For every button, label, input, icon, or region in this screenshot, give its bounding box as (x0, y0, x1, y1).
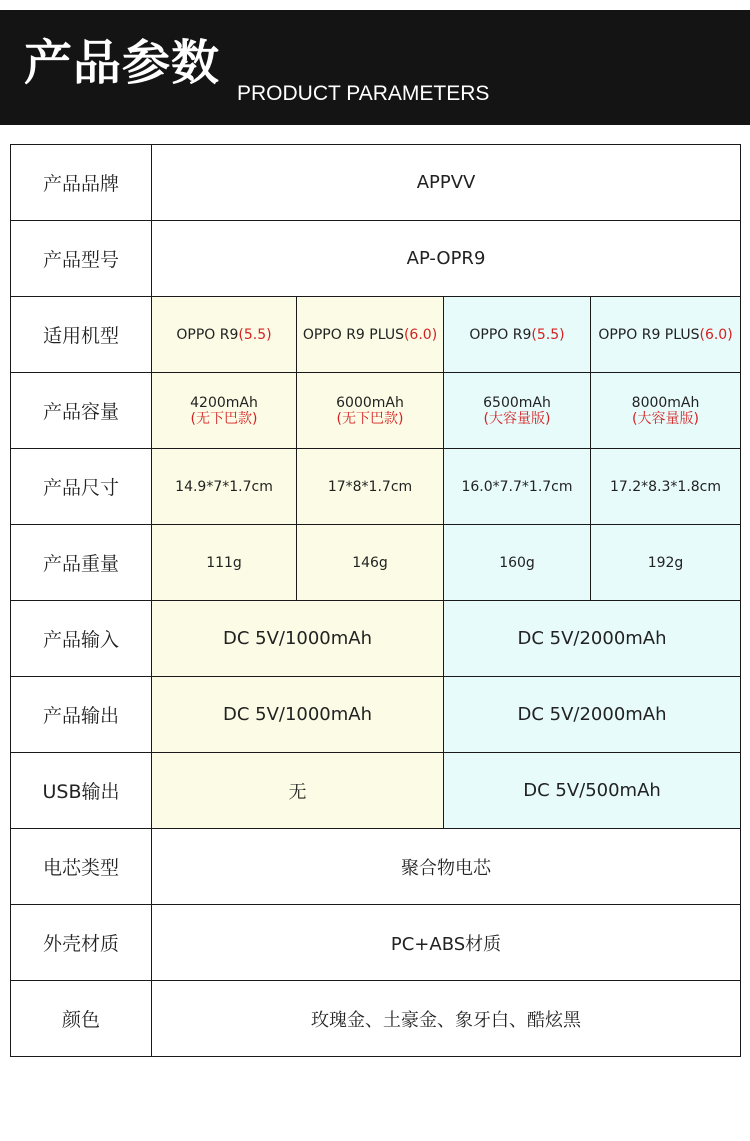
capacity-cell (152, 373, 297, 449)
page-title: 产品参数 (24, 35, 221, 91)
usb-value-right: DC 5V/500mAh (444, 753, 741, 829)
capacity-value: 6000mAh (336, 394, 404, 411)
capacity-cell (444, 373, 591, 449)
row-compatible-models (11, 297, 741, 373)
dimension-cell: 17*8*1.7cm (297, 449, 444, 525)
capacity-note: (无下巴款) (190, 410, 258, 427)
row-usb-output (11, 753, 741, 829)
screen-size: (5.5) (531, 326, 565, 343)
page-header (0, 10, 750, 125)
weight-cell: 111g (152, 525, 297, 601)
capacity-value: 4200mAh (190, 394, 258, 411)
row-label: 电芯类型 (11, 829, 152, 905)
compatible-model-cell (444, 297, 591, 373)
capacity-value: 6500mAh (483, 394, 551, 411)
model-value: AP-OPR9 (152, 221, 741, 297)
capacity-note: (大容量版) (632, 410, 699, 427)
row-label: 外壳材质 (11, 905, 152, 981)
weight-cell: 160g (444, 525, 591, 601)
row-model (11, 221, 741, 297)
color-value: 玫瑰金、土豪金、象牙白、酷炫黑 (152, 981, 741, 1057)
row-label: 产品品牌 (11, 145, 152, 221)
input-value-left: DC 5V/1000mAh (152, 601, 444, 677)
row-capacity (11, 373, 741, 449)
screen-size: (6.0) (403, 326, 438, 343)
row-output (11, 677, 741, 753)
model-name: OPPO R9 (469, 326, 532, 343)
row-label: 产品输出 (11, 677, 152, 753)
compatible-model-cell (152, 297, 297, 373)
row-label: 适用机型 (11, 297, 152, 373)
brand-value: APPVV (152, 145, 741, 221)
dimension-cell: 17.2*8.3*1.8cm (591, 449, 741, 525)
dimension-cell: 16.0*7.7*1.7cm (444, 449, 591, 525)
cell-type-value: 聚合物电芯 (152, 829, 741, 905)
row-label: 颜色 (11, 981, 152, 1057)
row-label: USB输出 (11, 753, 152, 829)
capacity-cell (591, 373, 741, 449)
capacity-value: 8000mAh (631, 394, 700, 411)
row-weight (11, 525, 741, 601)
dimension-cell: 14.9*7*1.7cm (152, 449, 297, 525)
input-value-right: DC 5V/2000mAh (444, 601, 741, 677)
model-name: OPPO R9 (176, 326, 239, 343)
page-subtitle: PRODUCT PARAMETERS (237, 82, 490, 105)
output-value-right: DC 5V/2000mAh (444, 677, 741, 753)
row-label: 产品输入 (11, 601, 152, 677)
compatible-model-cell (297, 297, 444, 373)
row-label: 产品型号 (11, 221, 152, 297)
screen-size: (6.0) (699, 326, 733, 343)
row-label: 产品重量 (11, 525, 152, 601)
screen-size: (5.5) (238, 326, 272, 343)
capacity-note: (无下巴款) (336, 410, 404, 427)
material-value: PC+ABS材质 (152, 905, 741, 981)
model-name: OPPO R9 PLUS (598, 326, 700, 343)
row-material (11, 905, 741, 981)
row-input (11, 601, 741, 677)
usb-value-left: 无 (152, 753, 444, 829)
row-brand (11, 145, 741, 221)
model-name: OPPO R9 PLUS (302, 326, 404, 343)
capacity-cell (297, 373, 444, 449)
row-label: 产品容量 (11, 373, 152, 449)
row-label: 产品尺寸 (11, 449, 152, 525)
weight-cell: 192g (591, 525, 741, 601)
output-value-left: DC 5V/1000mAh (152, 677, 444, 753)
parameter-table (10, 144, 741, 1057)
row-dimensions (11, 449, 741, 525)
row-color (11, 981, 741, 1057)
row-cell-type (11, 829, 741, 905)
weight-cell: 146g (297, 525, 444, 601)
compatible-model-cell (591, 297, 741, 373)
capacity-note: (大容量版) (483, 410, 551, 427)
